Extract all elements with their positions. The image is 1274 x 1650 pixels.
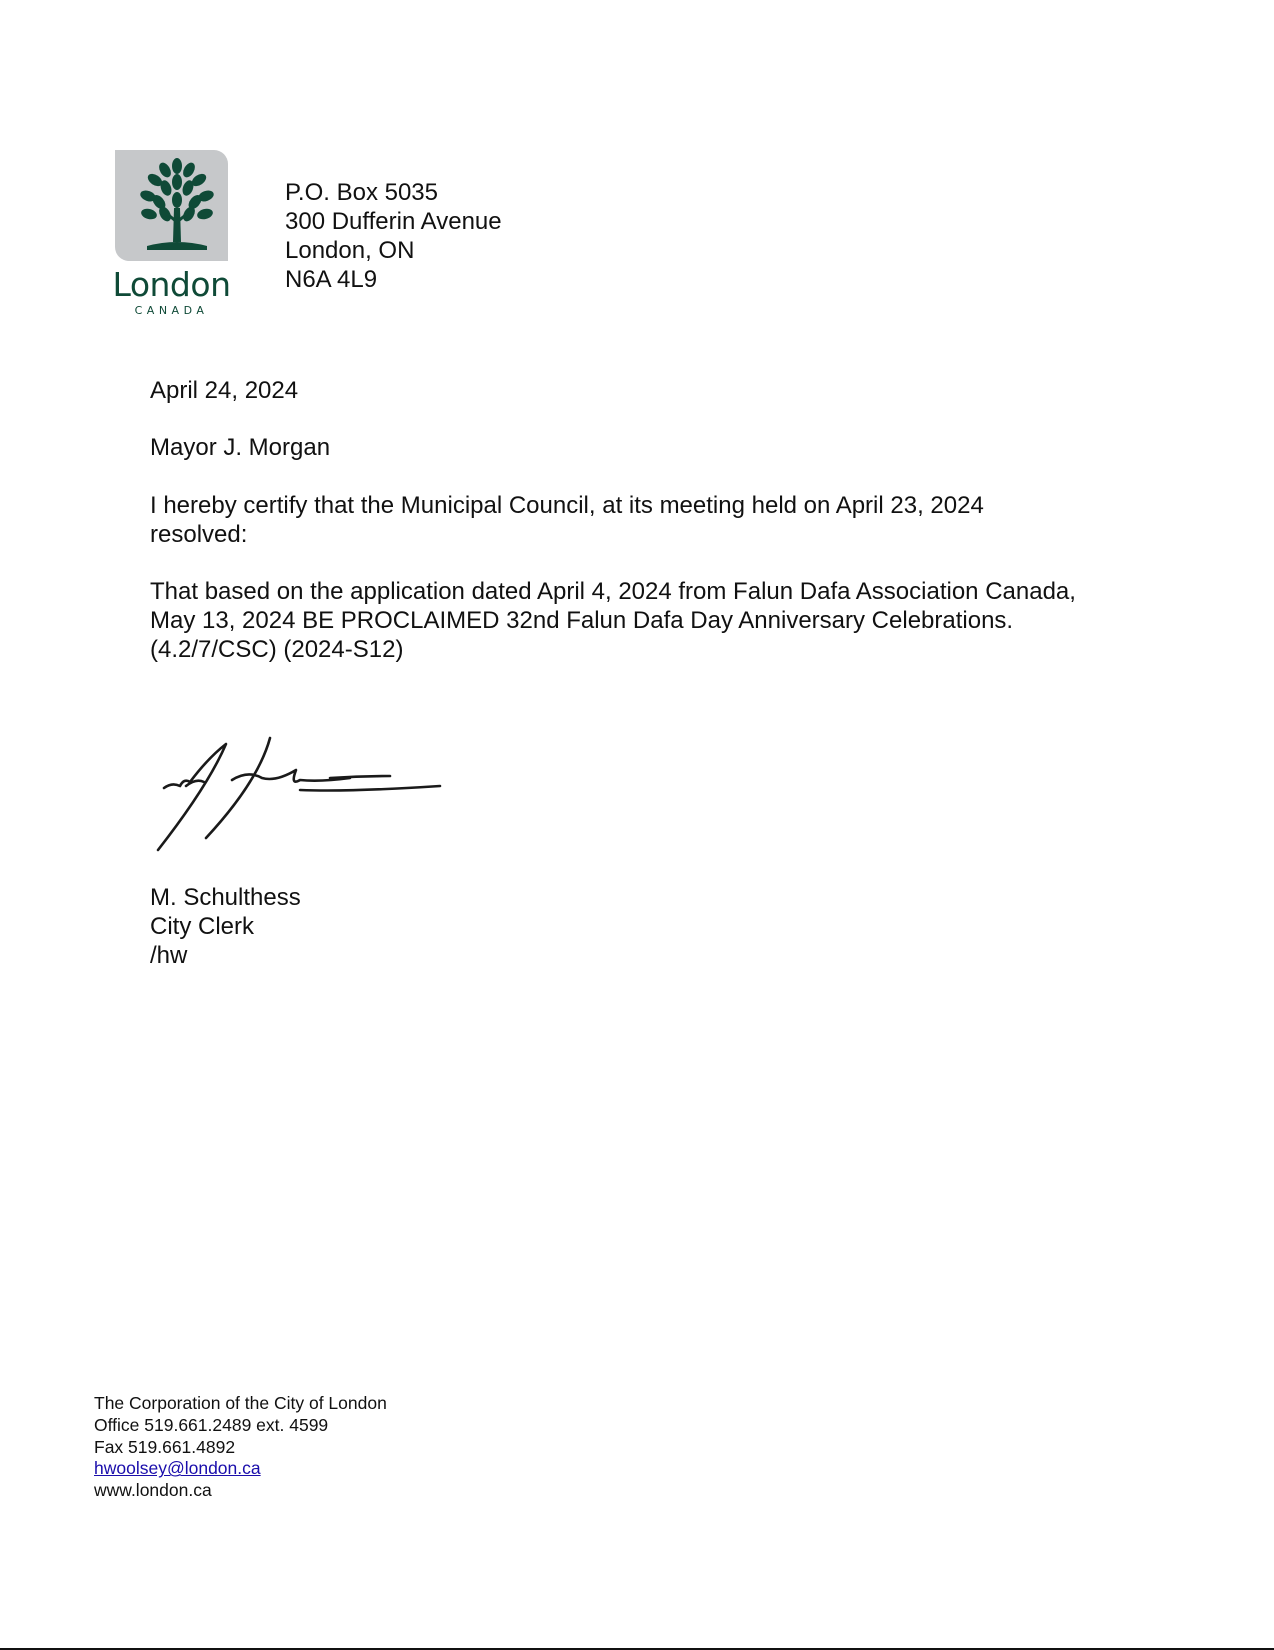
signer-title: City Clerk <box>150 913 255 940</box>
signer-name: M. Schulthess <box>150 884 301 911</box>
signature-block <box>150 883 301 970</box>
city-of-london-logo <box>108 150 238 320</box>
resolution-line: That based on the application dated April 4, 2024 from Falun Dafa Association Canada, <box>150 578 1076 605</box>
resolution-paragraph <box>150 577 1076 664</box>
resolution-line: (4.2/7/CSC) (2024-S12) <box>150 636 404 663</box>
tree-icon <box>135 158 219 256</box>
address-line: N6A 4L9 <box>285 266 378 293</box>
footer-email-link[interactable]: hwoolsey@london.ca <box>94 1458 261 1479</box>
footer-website: www.london.ca <box>94 1480 212 1501</box>
footer-office-phone: Office 519.661.2489 ext. 4599 <box>94 1414 329 1435</box>
certification-line: I hereby certify that the Municipal Council, at its meeting held on April 23, 2024 <box>150 492 984 519</box>
footer-fax: Fax 519.661.4892 <box>94 1436 236 1457</box>
address-line: 300 Dufferin Avenue <box>285 208 502 235</box>
letterhead-footer <box>94 1393 387 1502</box>
address-line: P.O. Box 5035 <box>285 179 438 206</box>
letter-date: April 24, 2024 <box>150 377 299 404</box>
typist-initials: /hw <box>150 942 188 969</box>
resolution-line: May 13, 2024 BE PROCLAIMED 32nd Falun Dafa Day Anniversary Celebrations. <box>150 607 1014 634</box>
certification-line: resolved: <box>150 521 248 548</box>
logo-country: CANADA <box>134 304 209 317</box>
mailing-address <box>285 178 502 294</box>
logo-tile <box>115 150 228 261</box>
certification-paragraph <box>150 491 984 549</box>
address-line: London, ON <box>285 237 415 264</box>
handwritten-signature <box>150 730 450 860</box>
logo-wordmark: London <box>112 265 231 304</box>
footer-organization: The Corporation of the City of London <box>94 1393 387 1413</box>
letter-recipient: Mayor J. Morgan <box>150 434 331 461</box>
